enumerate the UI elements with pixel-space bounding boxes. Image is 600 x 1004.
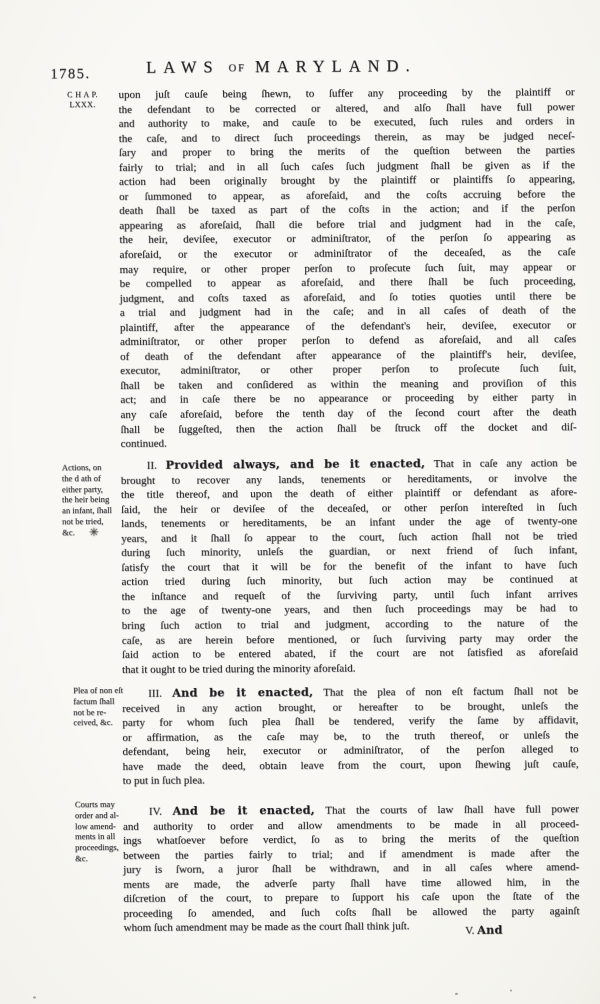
text-line: Plea of non eſt <box>73 684 124 696</box>
text-line: not be re- <box>73 706 107 717</box>
text-line: action tried during ſuch minority, but ſuch action may be continued at <box>121 573 578 589</box>
text-line: appearing as aforeſaid, ſhall die before trial and judgment had in the caſe, <box>119 217 576 232</box>
text-line: executor, adminiſtrator, or other proper perſon to proſecute ſuch ſuit, <box>120 362 577 378</box>
text-line: ſary and proper to bring the merits of the queſtion between the parties <box>118 144 575 160</box>
text-line: party for whom ſuch plea ſhall be tendered, verify the ſame by affidavit, <box>122 714 579 730</box>
scan-speck <box>33 996 36 998</box>
section-number: III. <box>148 687 162 700</box>
blackletter-enacting-clause: And be it enacted, <box>172 684 314 700</box>
text-line: whom ſuch amendment may be made as the court ſhall think juſt. <box>123 920 410 935</box>
text-line: be compelled to appear as aforeſaid, and there ſhall be ſuch proceeding, <box>119 275 576 291</box>
heading-line-rest: That the courts of law ſhall have full power <box>325 803 579 817</box>
text-line: either party, <box>61 483 103 494</box>
section-number: IV. <box>148 805 162 818</box>
text-line: continued. <box>120 437 167 451</box>
text-line: the title thereof, and upon the death of either plaintiff or defendant as afore- <box>120 486 577 502</box>
text-line: of death of the defendant after appearance of the plaintiff's heir, deviſee, <box>120 347 577 363</box>
printer-ornament-icon: ✳ <box>89 525 99 540</box>
text-line: ceived, &c. <box>73 717 113 728</box>
text-line: lands, tenements or hereditaments, be an infant under the age of twenty-one <box>121 515 578 531</box>
text-line: ments in all <box>75 831 116 842</box>
text-line: and authority to make, and cauſe to be executed, ſuch rules and orders in <box>118 115 575 131</box>
blackletter-enacting-clause: And be it enacted, <box>172 802 315 818</box>
catchword-number: V. <box>465 924 475 937</box>
text-line: between the parties fairly to trial; and if amendment is made after the <box>123 846 580 862</box>
text-line: action had been originally brought by the plaintiff or plaintiffs ſo appearing, <box>119 173 576 189</box>
text-line: the caſe, and to direct ſuch proceedings therein, as may be judged neceſ- <box>118 129 575 145</box>
text-line: act; and in caſe there be no appearance or proceeding by either party in <box>120 391 577 407</box>
text-line: and authority to order and allow amendments to be made in all proceed- <box>122 817 580 833</box>
text-line: judgment, and coſts taxed as aforeſaid, and ſo toties quoties until there be <box>119 289 576 305</box>
heading-line-rest: That the plea of non eſt factum ſhall not be <box>323 685 579 699</box>
section-iii-body <box>122 699 579 789</box>
section-iv-body <box>123 817 580 936</box>
text-line: ments are made, the adverſe party ſhall have time allowed him, in the <box>123 875 580 891</box>
text-line: that it ought to be tried during the minority aforeſaid. <box>121 662 356 676</box>
catchword-word: And <box>477 922 503 937</box>
text-line: proceeding ſo amended, and ſuch coſts ſhall be allowed the party againſt <box>123 904 580 920</box>
section-number: II. <box>146 459 157 472</box>
text-line: the defendant to be corrected or altered, and alſo ſhall have full power <box>118 100 575 116</box>
text-line: have made the deed, obtain leave from the court, upon ſhewing juſt cauſe, <box>122 757 579 773</box>
text-line: to the age of twenty-one years, and then ſuch proceedings may be had to <box>121 602 578 618</box>
text-line: low amend- <box>74 820 116 831</box>
title-word-laws: LAWS <box>146 57 220 77</box>
text-line: proceedings, <box>75 841 119 853</box>
text-line: not be tried, <box>62 515 104 527</box>
text-line: any caſe aforeſaid, before the tenth day of the ſecond court after the death <box>120 406 577 421</box>
text-line: jury is ſworn, a juror ſhall be withdrawn, and in all caſes where amend- <box>123 861 580 877</box>
text-line: defendant, being heir, executor or adminiſtrator, of the perſon alleged to <box>122 743 579 759</box>
text-line: years, and it ſhall ſo appear to the court, ſuch action ſhall not be tried <box>121 529 578 545</box>
text-line: or affirmation, as the caſe may be, to the truth thereof, or unleſs the <box>122 728 579 744</box>
text-line: plaintiff, after the appearance of the defendant's heir, deviſee, executor or <box>119 318 576 334</box>
blackletter-enacting-clause: Provided always, and be it enacted, <box>165 456 426 472</box>
heading-line-rest: That in caſe any action be <box>433 457 577 471</box>
text-line: a trial and judgment had in the caſe; and in all caſes of death of the <box>119 304 576 320</box>
paragraph-continuation <box>118 85 576 451</box>
text-line: ſaid, the heir or deviſee of the deceaſed, or other perſon intereſted in ſuch <box>121 500 578 516</box>
text-line: aforeſaid, or the executor or adminiſtrator of the deceaſed, as the caſe <box>119 246 576 261</box>
text-line: the inſtance and requeſt of the ſurviving party, until ſuch infant arrives <box>121 588 578 603</box>
catchword <box>353 923 503 938</box>
text-line: an infant, ſhall <box>62 504 112 516</box>
text-line: the heir being <box>61 494 110 505</box>
text-line: &c. <box>75 852 88 863</box>
title-word-of: OF <box>228 62 247 74</box>
scan-speck <box>455 993 458 995</box>
title-word-maryland: MARYLAND. <box>254 56 417 77</box>
text-line: upon juſt cauſe being ſhewn, to ſuffer any proceeding by the plaintiff or <box>118 86 575 101</box>
text-line: may require, or other proper perſon to proſecute ſuch ſuit, may appear or <box>119 260 576 276</box>
section-ii-body <box>121 471 578 677</box>
text-line: or ſummoned to appear, as aforeſaid, and the coſts accruing before the <box>119 187 576 203</box>
text-line: ings whatſoever before verdict, ſo as to bring the merits of the queſtion <box>123 832 580 848</box>
text-line: to put in ſuch plea. <box>122 774 205 788</box>
text-line: ſhall be ſuggeſted, then the action ſhall be ſtruck off the docket and diſ- <box>120 420 577 436</box>
text-line: adminiſtrator, or other proper perſon to defend as aforeſaid, and all caſes <box>119 333 577 349</box>
text-line: brought to recover any lands, tenements or hereditaments, or involve the <box>120 471 577 487</box>
page-year: 1785. <box>50 66 91 83</box>
text-line: C H A P. <box>67 90 98 100</box>
text-line: LXXX. <box>69 100 96 110</box>
text-line: diſcretion of the court, to prepare to ſupport his caſe upon the ſtate of the <box>123 890 580 906</box>
text-line: fairly to trial; and in all ſuch caſes ſuch judgment ſhall be given as if the <box>118 158 575 174</box>
section-ii <box>121 455 578 677</box>
page-title <box>125 56 437 78</box>
section-iii <box>122 683 579 789</box>
text-line: the d ath of <box>61 472 101 484</box>
text-line: factum ſhall <box>73 695 115 706</box>
text-line: caſe, as are herein before mentioned, or ſuch ſurviving party may order the <box>121 631 578 647</box>
text-line: ſhall be taken and conſidered as within the meaning and proviſion of this <box>120 377 577 392</box>
text-line: &c. <box>62 526 75 537</box>
text-line: the heir, deviſee, executor or adminiſtrator, of the perſon ſo appearing as <box>119 231 576 247</box>
scan-speck <box>510 990 512 992</box>
text-line: death ſhall be taxed as part of the coſts in the action; and if the perſon <box>119 202 576 218</box>
section-iv <box>123 801 580 936</box>
text-line: received in any action brought, or hereafter to be brought, unleſs the <box>122 699 579 715</box>
text-line: Courts may <box>74 798 115 810</box>
margin-note-chapter <box>53 90 111 110</box>
text-line: order and al- <box>74 809 119 820</box>
text-line: bring ſuch action to trial and judgment, according to the nature of the <box>121 617 578 632</box>
text-line: ſatisfy the court that it will be for the benefit of the infant to have ſuch <box>121 558 578 574</box>
text-line: Actions, on <box>61 462 102 473</box>
text-line: ſaid action to be entered abated, if the court are not ſatisfied as aforeſaid <box>121 646 578 662</box>
text-line: during ſuch minority, unleſs the guardian, or next friend of ſuch infant, <box>121 544 578 560</box>
